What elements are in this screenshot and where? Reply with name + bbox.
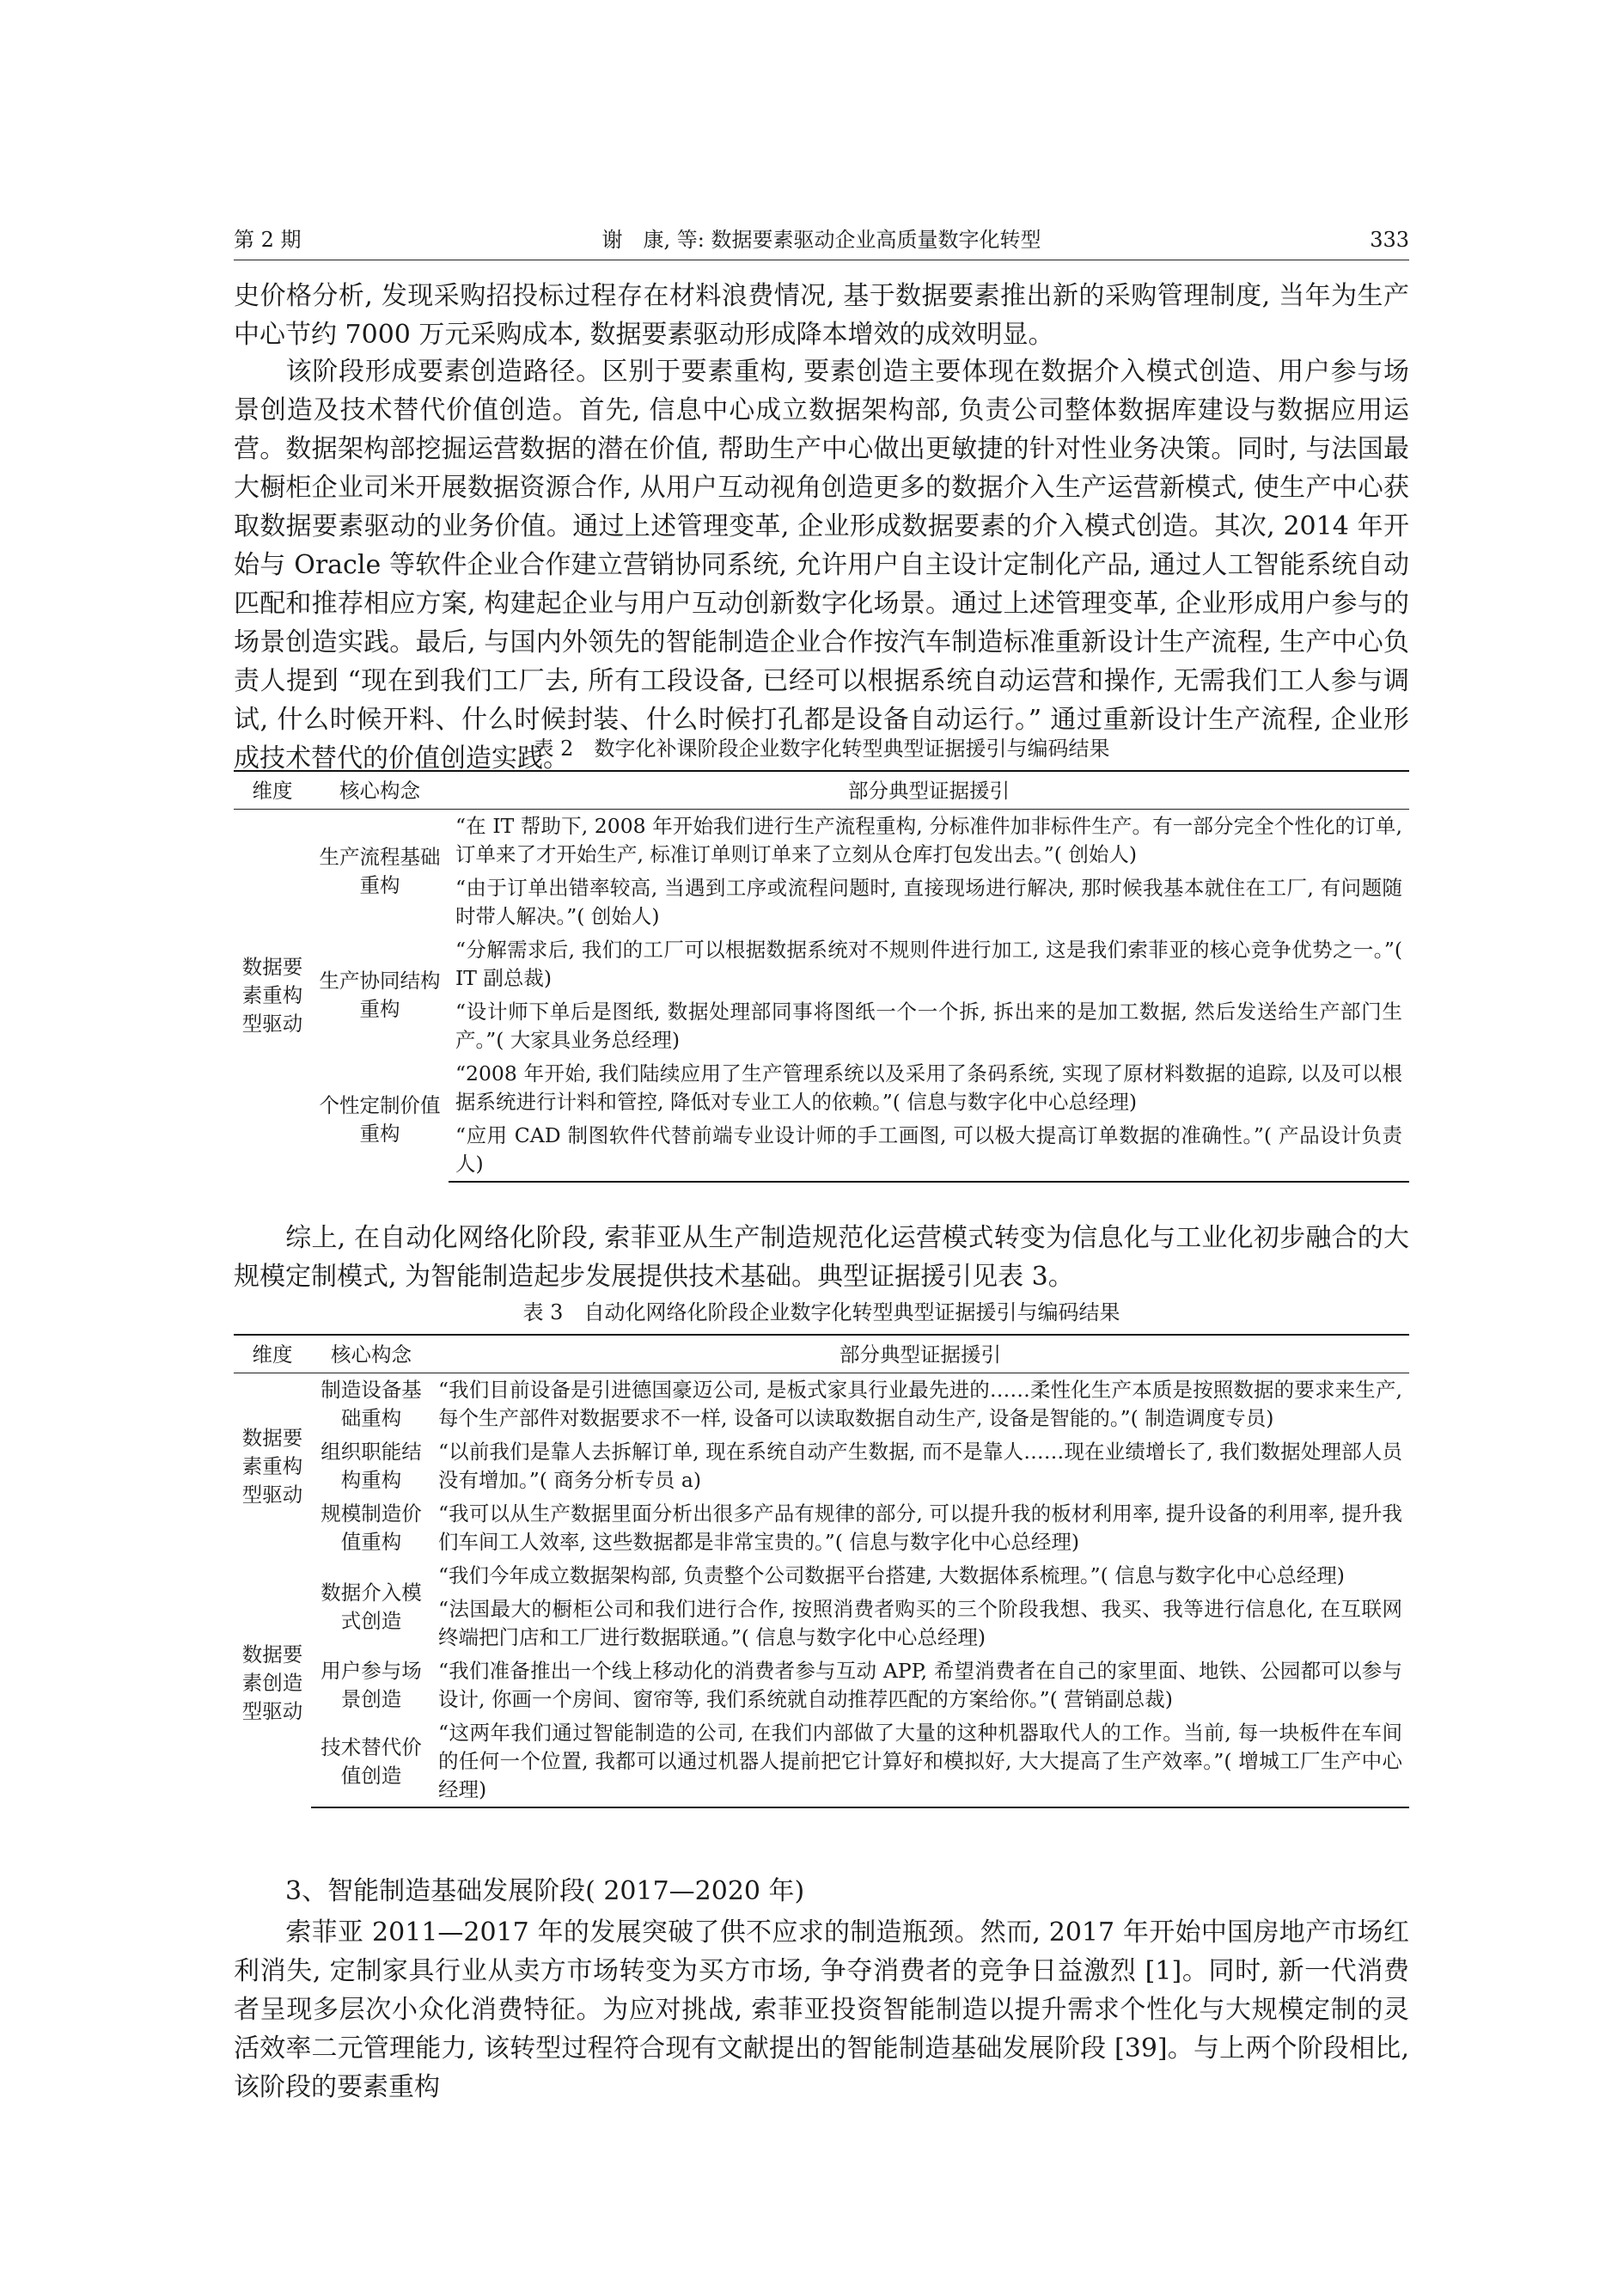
t3-header-evidence: 部分典型证据援引: [431, 1335, 1409, 1373]
section-heading: 3、智能制造基础发展阶段( 2017—2020 年): [285, 1876, 805, 1906]
t3-quote: “法国最大的橱柜公司和我们进行合作, 按照消费者购买的三个阶段我想、我买、我等进行信息化, 在互联网终端把门店和工厂进行数据联通。”( 信息与数字化中心总经理): [438, 1597, 1402, 1649]
table-row: [234, 1497, 1409, 1559]
t3-quote: “我们目前设备是引进德国豪迈公司, 是板式家具行业最先进的……柔性化生产本质是按照数据的要求来生产, 每个生产部件对数据要求不一样, 设备可以读取数据自动生产, 设备是智能的。”( 制造调度专员): [438, 1378, 1402, 1430]
t3-quote: “我可以从生产数据里面分析出很多产品有规律的部分, 可以提升我的板材利用率, 提升设备的利用率, 提升我们车间工人效率, 这些数据都是非常宝贵的。”( 信息与数字化中心总经理): [438, 1501, 1402, 1554]
t3-quote: “以前我们是靠人去拆解订单, 现在系统自动产生数据, 而不是靠人……现在业绩增长了, 我们数据处理部人员没有增加。”( 商务分析专员 a): [438, 1440, 1402, 1492]
t3-header-dimension: 维度: [234, 1335, 311, 1373]
table-row: [234, 1057, 1409, 1119]
table3-caption: 表 3 自动化网络化阶段企业数字化转型典型证据援引与编码结果: [522, 1300, 1120, 1324]
table-3: [234, 1334, 1409, 1808]
table-row: [234, 1716, 1409, 1807]
t2-quote: “2008 年开始, 我们陆续应用了生产管理系统以及采用了条码系统, 实现了原材料数据的追踪, 以及可以根据系统进行计料和管控, 降低对专业工人的依赖。”( 信息与数字化中心总经理): [455, 1061, 1402, 1114]
t3-concept-cell: 数据介入模式创造: [321, 1580, 422, 1633]
t3-concept-cell: 用户参与场景创造: [321, 1659, 422, 1711]
table-row: [234, 1435, 1409, 1497]
t2-quote: “应用 CAD 制图软件代替前端专业设计师的手工画图, 可以极大提高订单数据的准确性。”( 产品设计负责人): [449, 1119, 1409, 1182]
t2-header-concept: 核心构念: [311, 771, 449, 810]
table-row: [234, 1559, 1409, 1593]
table-row: [234, 1373, 1409, 1436]
t2-quote: “在 IT 帮助下, 2008 年开始我们进行生产流程重构, 分标准件加非标件生产。有一部分完全个性化的订单, 订单来了才开始生产, 标准订单则订单来了立刻从仓库打包发出去。”( 创始人): [455, 814, 1402, 866]
t3-concept-cell: 技术替代价值创造: [311, 1716, 431, 1807]
paragraph-1: 史价格分析, 发现采购招投标过程存在材料浪费情况, 基于数据要素推出新的采购管理制度, 当年为生产中心节约 7000 万元采购成本, 数据要素驱动形成降本增效的成效明显。: [234, 281, 1409, 350]
t2-quote: “分解需求后, 我们的工厂可以根据数据系统对不规则件进行加工, 这是我们索菲亚的核心竞争优势之一。”( IT 副总裁): [455, 938, 1402, 990]
running-title: 谢 康, 等: 数据要素驱动企业高质量数字化转型: [601, 228, 1041, 252]
t3-quote: “我们准备推出一个线上移动化的消费者参与互动 APP, 希望消费者在自己的家里面、地铁、公园都可以参与设计, 你画一个房间、窗帘等, 我们系统就自动推荐匹配的方案给你。”( 营销副总裁): [438, 1659, 1402, 1711]
t2-concept-cell: 生产协同结构重构: [319, 969, 441, 1021]
t2-quote: “由于订单出错率较高, 当遇到工序或流程问题时, 直接现场进行解决, 那时候我基本就住在工厂, 有问题随时带人解决。”( 创始人): [455, 876, 1402, 928]
t3-dimension-cell: 数据要素创造型驱动: [241, 1642, 303, 1723]
running-header: [234, 225, 1409, 254]
paragraph-4: 索菲亚 2011—2017 年的发展突破了供不应求的制造瓶颈。然而, 2017 年开始中国房地产市场红利消失, 定制家具行业从卖方市场转变为买方市场, 争夺消费者的竞争日益激烈 [1]。同时, 新一代消费者呈现多层次小众化消费特征。为应对挑战, 索菲亚投资智能制造以提升需求个性化与大规模定制的灵活效率二元管理能力, 该转型过程符合现有文献提出的智能制造基础发展阶段 [39]。与上两个阶段相比, 该阶段的要素重构: [234, 1917, 1409, 2102]
t2-header-dimension: 维度: [234, 771, 311, 810]
t2-concept-cell: 个性定制价值重构: [319, 1092, 441, 1146]
t3-header-concept: 核心构念: [311, 1335, 431, 1373]
issue-label: 第 2 期: [234, 228, 302, 252]
t3-concept-cell: 组织职能结构重构: [321, 1440, 422, 1492]
t3-dimension-cell: 数据要素重构型驱动: [241, 1425, 303, 1507]
paragraph-3: 综上, 在自动化网络化阶段, 索菲亚从生产制造规范化运营模式转变为信息化与工业化初步融合的大规模定制模式, 为智能制造起步发展提供技术基础。典型证据援引见表 3。: [234, 1223, 1409, 1292]
table-row: [234, 1654, 1409, 1716]
page-number: 333: [1370, 228, 1409, 252]
table-row: [234, 933, 1409, 995]
t2-quote: “设计师下单后是图纸, 数据处理部同事将图纸一个一个拆, 拆出来的是加工数据, 然后发送给生产部门生产。”( 大家具业务总经理): [455, 1000, 1402, 1052]
table-2: [234, 770, 1409, 1183]
t2-dimension-cell: 数据要素重构型驱动: [241, 955, 303, 1036]
t2-concept-cell: 生产流程基础重构: [319, 845, 441, 897]
paragraph-2: 该阶段形成要素创造路径。区别于要素重构, 要素创造主要体现在数据介入模式创造、用户参与场景创造及技术替代价值创造。首先, 信息中心成立数据架构部, 负责公司整体数据库建设与数据应用运营。数据架构部挖掘运营数据的潜在价值, 帮助生产中心做出更敏捷的针对性业务决策。同时, 与法国最大橱柜企业司米开展数据资源合作, 从用户互动视角创造更多的数据介入生产运营新模式, 使生产中心获取数据要素驱动的业务价值。通过上述管理变革, 企业形成数据要素的介入模式创造。其次, 2014 年开始与 Oracle 等软件企业合作建立营销协同系统, 允许用户自主设计定制化产品, 通过人工智能系统自动匹配和推荐相应方案, 构建起企业与用户互动创新数字化场景。通过上述管理变革, 企业形成用户参与的场景创造实践。最后, 与国内外领先的智能制造企业合作按汽车制造标准重新设计生产流程, 生产中心负责人提到 “现在到我们工厂去, 所有工段设备, 已经可以根据系统自动运营和操作, 无需我们工人参与调试, 什么时候开料、什么时候封装、什么时候打孔都是设备自动运行。” 通过重新设计生产流程, 企业形成技术替代的价值创造实践。: [234, 357, 1409, 774]
table2-caption: 表 2 数字化补课阶段企业数字化转型典型证据援引与编码结果: [533, 737, 1110, 761]
table-row: [234, 810, 1409, 872]
t2-header-evidence: 部分典型证据援引: [449, 771, 1409, 810]
t3-quote: “这两年我们通过智能制造的公司, 在我们内部做了大量的这种机器取代人的工作。当前, 每一块板件在车间的任何一个位置, 我都可以通过机器人提前把它计算好和模拟好, 大大提高了生产效率。”( 增城工厂生产中心经理): [431, 1716, 1409, 1807]
t3-concept-cell: 规模制造价值重构: [321, 1501, 422, 1554]
t3-concept-cell: 制造设备基础重构: [321, 1378, 422, 1430]
t3-quote: “我们今年成立数据架构部, 负责整个公司数据平台搭建, 大数据体系梳理。”( 信息与数字化中心总经理): [438, 1563, 1345, 1587]
